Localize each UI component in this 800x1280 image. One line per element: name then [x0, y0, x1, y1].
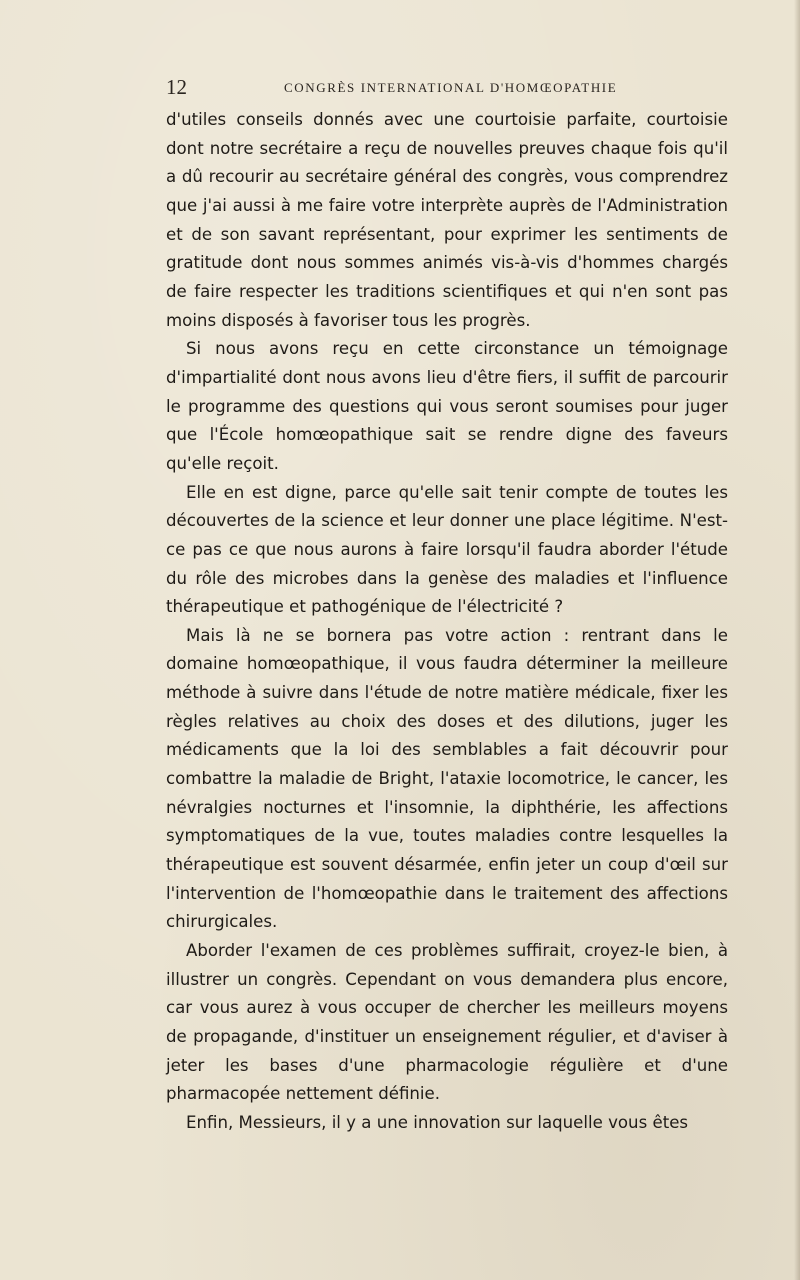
paragraph: Elle en est digne, parce qu'elle sait tenir compte de toutes les découvertes de la science et leur donner une place légitime. N'est-ce pas ce que nous aurons à faire lorsqu'il faudra aborder l'étude du rôle des microbes dans la genèse des maladies et l'influence thérapeutique et pathogénique de l'électricité ?: [166, 482, 728, 617]
running-title: CONGRÈS INTERNATIONAL D'HOMŒOPATHIE: [284, 80, 618, 95]
page-number: 12: [166, 75, 187, 99]
paragraph: Enfin, Messieurs, il y a une innovation sur laquelle vous êtes: [186, 1112, 689, 1132]
paragraph: Mais là ne se bornera pas votre action : rentrant dans le domaine homœopathique, il vous faudra déterminer la meilleure méthode à suivre dans l'étude de notre matière médicale, fixer les règles relatives au choix des doses et des dilutions, juger les médicaments que la loi des semblables a fait découvrir pour combattre la maladie de Bright, l'ataxie locomotrice, le cancer, les névralgies nocturnes et l'insomnie, la diphthérie, les affections symptomatiques de la vue, toutes maladies contre lesquelles la thérapeutique est souvent désarmée, enfin jeter un coup d'œil sur l'intervention de l'homœopathie dans le traitement des affections chirurgicales.: [166, 625, 728, 932]
running-head: [166, 74, 726, 100]
paragraph: Si nous avons reçu en cette circonstance un témoignage d'impartialité dont nous avons lieu d'être fiers, il suffit de parcourir le programme des questions qui vous seront soumises pour juger que l'École homœopathique sait se rendre digne des faveurs qu'elle reçoit.: [166, 339, 728, 473]
paragraph: Aborder l'examen de ces problèmes suffirait, croyez-le bien, à illustrer un congrès. Cependant on vous demandera plus encore, car vous aurez à vous occuper de chercher les meilleurs moyens de propagande, d'instituer un enseignement régulier, et d'aviser à jeter les bases d'une pharmacologie régulière et d'une pharmacopée nettement définie.: [166, 941, 728, 1104]
body-text: [166, 106, 728, 1138]
paragraph: d'utiles conseils donnés avec une courtoisie parfaite, courtoisie dont notre secrétaire a reçu de nouvelles preuves chaque fois qu'il a dû recourir au secrétaire général des congrès, vous comprendrez que j'ai aussi à me faire votre interprète auprès de l'Administration et de son savant représentant, pour exprimer les sentiments de gratitude dont nous sommes animés vis-à-vis d'hommes chargés de faire respecter les traditions scientifiques et qui n'en sont pas moins disposés à favoriser tous les progrès.: [166, 110, 728, 330]
